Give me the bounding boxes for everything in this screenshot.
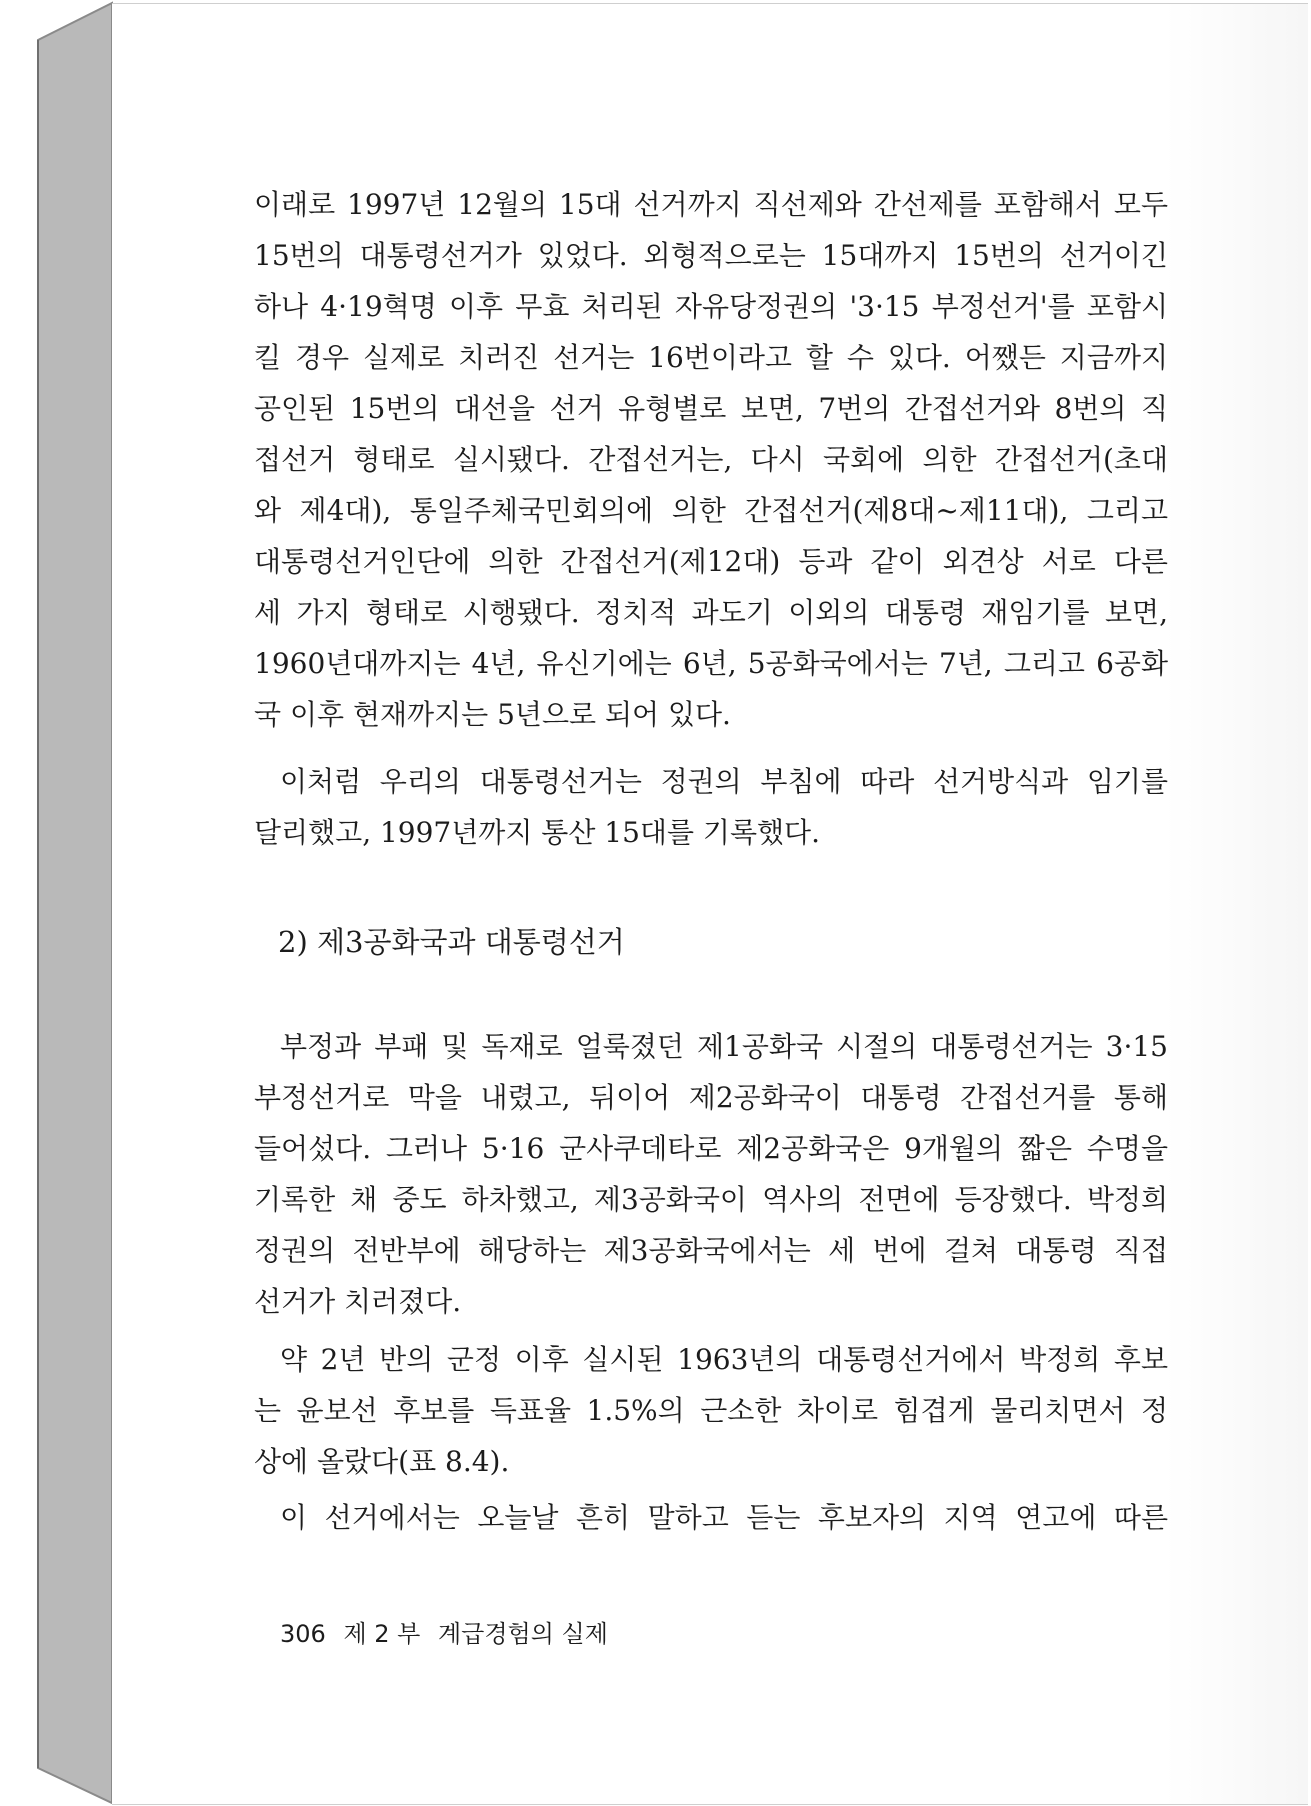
text-line: 달리했고, 1997년까지 통산 15대를 기록했다.: [254, 816, 821, 849]
text-line: 공인된 15번의 대선을 선거 유형별로 보면, 7번의 간접선거와 8번의 직: [254, 392, 1168, 425]
text-line: 부정과 부패 및 독재로 얼룩졌던 제1공화국 시절의 대통령선거는 3·15: [280, 1030, 1168, 1063]
text-line: 부정선거로 막을 내렸고, 뒤이어 제2공화국이 대통령 간접선거를 통해: [254, 1081, 1168, 1114]
text-line: 국 이후 현재까지는 5년으로 되어 있다.: [254, 698, 731, 731]
section-heading: 2) 제3공화국과 대통령선거: [278, 925, 625, 959]
page-footer: [280, 1614, 618, 1649]
part-title: 계급경험의 실제: [438, 1620, 608, 1648]
part-label: 제 2 부: [343, 1620, 421, 1648]
text-line: 이처럼 우리의 대통령선거는 정권의 부침에 따라 선거방식과 임기를: [280, 765, 1168, 798]
text-line: 대통령선거인단에 의한 간접선거(제12대) 등과 같이 외견상 서로 다른: [254, 545, 1168, 578]
text-line: 1960년대까지는 4년, 유신기에는 6년, 5공화국에서는 7년, 그리고 6공화: [254, 647, 1168, 680]
text-line: 이래로 1997년 12월의 15대 선거까지 직선제와 간선제를 포함해서 모두: [254, 188, 1168, 221]
text-line: 정권의 전반부에 해당하는 제3공화국에서는 세 번에 걸쳐 대통령 직접: [254, 1234, 1168, 1267]
text-line: 약 2년 반의 군정 이후 실시된 1963년의 대통령선거에서 박정희 후보: [280, 1343, 1168, 1376]
text-line: 기록한 채 중도 하차했고, 제3공화국이 역사의 전면에 등장했다. 박정희: [254, 1183, 1168, 1216]
page-number: 306: [280, 1620, 326, 1648]
text-line: 이 선거에서는 오늘날 흔히 말하고 듣는 후보자의 지역 연고에 따른: [280, 1501, 1168, 1534]
text-line: 하나 4·19혁명 이후 무효 처리된 자유당정권의 '3·15 부정선거'를 포함시: [254, 290, 1168, 323]
text-line: 접선거 형태로 실시됐다. 간접선거는, 다시 국회에 의한 간접선거(초대: [254, 443, 1168, 476]
text-line: 세 가지 형태로 시행됐다. 정치적 과도기 이외의 대통령 재임기를 보면,: [254, 596, 1168, 629]
text-line: 선거가 치러졌다.: [254, 1285, 462, 1318]
text-line: 킬 경우 실제로 치러진 선거는 16번이라고 할 수 있다. 어쨌든 지금까지: [254, 341, 1168, 374]
book-spine: [38, 3, 112, 1803]
text-line: 15번의 대통령선거가 있었다. 외형적으로는 15대까지 15번의 선거이긴: [254, 239, 1168, 272]
text-line: 상에 올랐다(표 8.4).: [254, 1445, 510, 1478]
text-line: 들어섰다. 그러나 5·16 군사쿠데타로 제2공화국은 9개월의 짧은 수명을: [254, 1132, 1168, 1165]
text-line: 와 제4대), 통일주체국민회의에 의한 간접선거(제8대~제11대), 그리고: [254, 494, 1168, 527]
text-line: 는 윤보선 후보를 득표율 1.5%의 근소한 차이로 힘겹게 물리치면서 정: [254, 1394, 1168, 1427]
